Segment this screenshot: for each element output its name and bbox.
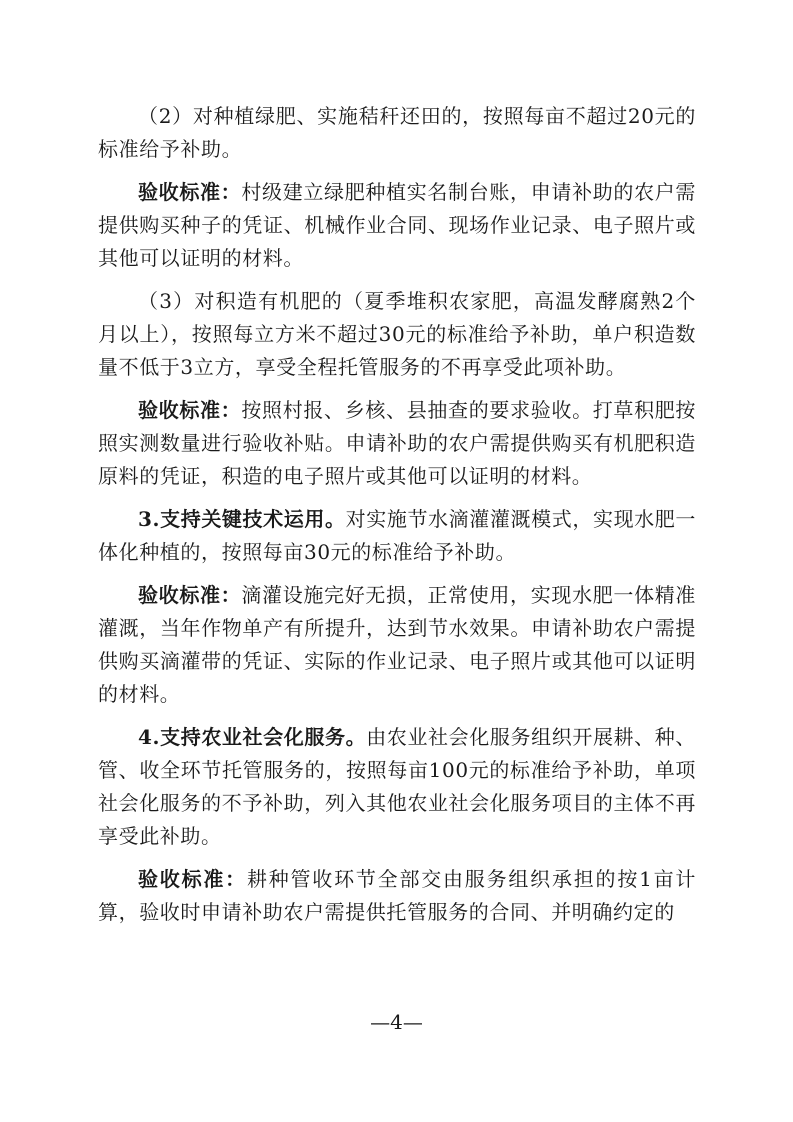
paragraph-text: 由农业社会化服务组织开展耕、种、管、收全环节托管服务的，按照每亩100元的标准给予补助，单项社会化服务的不予补助，列入其他农业社会化服务项目的主体不再享受此补助。 — [98, 725, 696, 848]
paragraph-social-services-acceptance — [98, 863, 696, 929]
paragraph-text: 滴灌设施完好无损，正常使用，实现水肥一体精准灌溉，当年作物单产有所提升，达到节水效果。申请补助农户需提供购买滴灌带的凭证、实际的作业记录、电子照片或其他可以证明的材料。 — [98, 583, 697, 706]
paragraph-key-technology-acceptance — [98, 579, 696, 711]
paragraph-green-manure — [98, 100, 696, 166]
paragraph-lead: 验收标准： — [138, 583, 242, 607]
paragraph-text: 耕种管收环节全部交由服务组织承担的按1亩计算，验收时申请补助农户需提供托管服务的合同、并明确约定的 — [98, 867, 696, 924]
paragraph-organic-fertilizer-acceptance — [98, 394, 696, 493]
paragraph-green-manure-acceptance — [98, 176, 696, 275]
paragraph-text: （2）对种植绿肥、实施秸秆还田的，按照每亩不超过20元的标准给予补助。 — [98, 104, 696, 161]
paragraph-lead: 验收标准： — [138, 180, 242, 204]
paragraph-text: 对实施节水滴灌灌溉模式，实现水肥一体化种植的，按照每亩30元的标准给予补助。 — [98, 507, 697, 564]
paragraph-lead: 3.支持关键技术运用。 — [138, 507, 346, 531]
document-body — [98, 100, 696, 939]
paragraph-lead: 验收标准： — [138, 867, 247, 891]
paragraph-key-technology — [98, 503, 696, 569]
paragraph-lead: 验收标准： — [138, 398, 242, 422]
paragraph-text: （3）对积造有机肥的（夏季堆积农家肥，高温发酵腐熟2个月以上），按照每立方米不超过30元的标准给予补助，单户积造数量不低于3立方，享受全程托管服务的不再享受此项补助。 — [98, 289, 696, 379]
paragraph-text: 村级建立绿肥种植实名制台账，申请补助的农户需提供购买种子的凭证、机械作业合同、现场作业记录、电子照片或其他可以证明的材料。 — [98, 180, 697, 270]
paragraph-text: 按照村报、乡核、县抽查的要求验收。打草积肥按照实测数量进行验收补贴。申请补助的农户需提供购买有机肥积造原料的凭证，积造的电子照片或其他可以证明的材料。 — [98, 398, 697, 488]
paragraph-social-services — [98, 721, 696, 853]
paragraph-lead: 4.支持农业社会化服务。 — [138, 725, 367, 749]
paragraph-organic-fertilizer — [98, 285, 696, 384]
page-number: —4— — [370, 1010, 423, 1034]
